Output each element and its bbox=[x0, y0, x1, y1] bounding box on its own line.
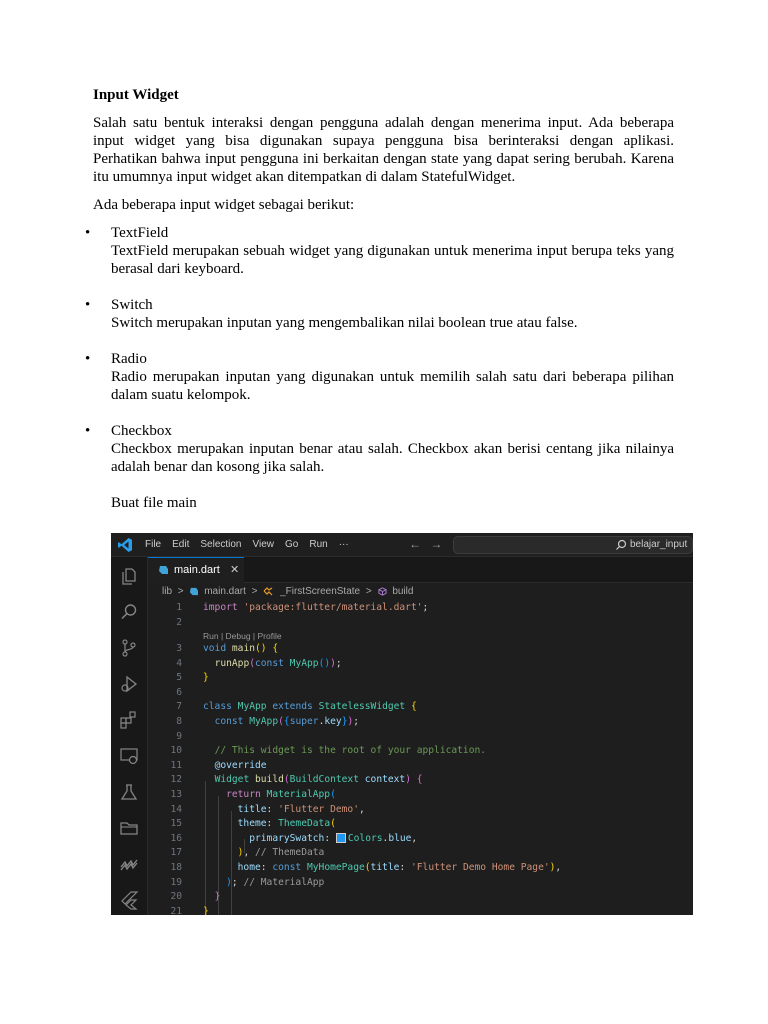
code-line: 15 theme: ThemeData( bbox=[170, 818, 336, 830]
item-title: Radio bbox=[111, 351, 147, 367]
code-line: 7 class MyApp extends StatelessWidget { bbox=[176, 701, 417, 713]
item-title: TextField bbox=[111, 225, 169, 241]
code-line: 21 } bbox=[170, 905, 209, 915]
search-icon[interactable] bbox=[119, 602, 139, 622]
code-line: 6 bbox=[176, 686, 182, 698]
menu-file[interactable]: File bbox=[145, 539, 162, 550]
bullet-icon: • bbox=[85, 225, 91, 241]
code-line: 1 import 'package:flutter/material.dart'; bbox=[176, 602, 429, 613]
page-heading: Input Widget bbox=[93, 87, 179, 103]
intro-paragraph: Salah satu bentuk interaksi dengan pengguna adalah dengan menerima input. Ada beberapa input widget yang bisa digunakan supaya pengguna bisa berinteraksi dengan aplikasi. Perhatikan bahwa input pengguna ini berkaitan dengan state yang dapat sering berubah. Karena itu umumnya input widget akan ditempatkan di dalam StatefulWidget. bbox=[93, 115, 674, 185]
list-item bbox=[85, 224, 674, 278]
title-bar bbox=[111, 533, 693, 557]
code-line: 18 home: const MyHomePage(title: 'Flutter Demo Home Page'), bbox=[170, 862, 562, 873]
remote-explorer-icon[interactable] bbox=[119, 746, 139, 766]
timeline-icon[interactable] bbox=[119, 854, 139, 874]
code-line: 4 runApp(const MyApp()); bbox=[176, 657, 342, 669]
code-line: 13 return MaterialApp( bbox=[170, 789, 336, 800]
bullet-icon: • bbox=[85, 351, 91, 367]
menu-more[interactable]: ··· bbox=[338, 539, 349, 550]
testing-icon[interactable] bbox=[119, 782, 139, 802]
codelens[interactable]: Run | Debug | Profile bbox=[203, 631, 282, 641]
item-description: Switch merupakan inputan yang mengembalikan nilai boolean true atau false. bbox=[111, 315, 578, 331]
close-icon[interactable]: ✕ bbox=[230, 564, 240, 576]
code-line: 11 @override bbox=[170, 759, 267, 771]
instruction-text: Buat file main bbox=[111, 495, 197, 511]
breadcrumb-class[interactable]: _FirstScreenState bbox=[280, 586, 361, 597]
chevron-right-icon: > bbox=[251, 586, 258, 597]
code-line: 5 } bbox=[176, 672, 209, 684]
editor-tabs bbox=[148, 557, 693, 583]
dart-file-icon bbox=[189, 587, 198, 596]
item-description: Radio merupakan inputan yang digunakan untuk memilih salah satu dari beberapa pilihan dalam suatu kelompok. bbox=[111, 369, 674, 403]
flutter-icon[interactable] bbox=[119, 890, 139, 910]
code-line: 9 bbox=[176, 730, 182, 742]
code-line: 12 Widget build(BuildContext context) { bbox=[170, 774, 423, 786]
list-intro: Ada beberapa input widget sebagai berikut: bbox=[93, 197, 355, 213]
tab-label: main.dart bbox=[174, 564, 220, 576]
list-item bbox=[85, 422, 674, 476]
vscode-screenshot bbox=[111, 533, 693, 915]
code-line: 8 const MyApp({super.key}); bbox=[176, 716, 360, 727]
back-arrow-icon[interactable]: ← bbox=[409, 537, 421, 551]
folder-icon[interactable] bbox=[119, 818, 139, 838]
breadcrumb-method[interactable]: build bbox=[392, 586, 414, 597]
menu-selection[interactable]: Selection bbox=[200, 539, 242, 550]
code-line: 19 ); // MaterialApp bbox=[170, 876, 325, 888]
run-debug-icon[interactable] bbox=[119, 674, 139, 694]
search-icon bbox=[615, 539, 627, 551]
chevron-right-icon: > bbox=[365, 586, 372, 597]
chevron-right-icon: > bbox=[177, 586, 184, 597]
activity-bar bbox=[111, 557, 148, 915]
list-item bbox=[85, 350, 674, 404]
item-description: Checkbox merupakan inputan benar atau salah. Checkbox akan berisi centang jika nilainya adalah benar dan kosong jika salah. bbox=[111, 441, 674, 475]
command-center-search[interactable] bbox=[453, 536, 693, 554]
widget-list bbox=[85, 224, 674, 476]
dart-file-icon bbox=[158, 565, 168, 575]
code-line: 3 void main() { bbox=[176, 643, 279, 654]
forward-arrow-icon[interactable]: → bbox=[430, 537, 443, 551]
menu-bar bbox=[145, 533, 360, 556]
code-line: 2 bbox=[176, 616, 182, 628]
extensions-icon[interactable] bbox=[119, 710, 139, 730]
document-page bbox=[85, 86, 674, 512]
code-line: 20 } bbox=[170, 891, 221, 903]
code-line: 16 primarySwatch: Colors.blue, bbox=[170, 832, 418, 844]
source-control-icon[interactable] bbox=[119, 638, 139, 658]
bullet-icon: • bbox=[85, 423, 91, 439]
menu-edit[interactable]: Edit bbox=[172, 539, 190, 550]
breadcrumb bbox=[162, 586, 416, 597]
vscode-logo-icon bbox=[117, 537, 133, 553]
color-swatch-icon[interactable] bbox=[336, 833, 346, 843]
breadcrumb-file[interactable]: main.dart bbox=[204, 586, 246, 597]
list-item bbox=[85, 296, 674, 332]
breadcrumb-lib[interactable]: lib bbox=[162, 586, 173, 597]
code-line: 14 title: 'Flutter Demo', bbox=[170, 803, 365, 815]
item-title: Checkbox bbox=[111, 423, 172, 439]
tab-main-dart[interactable] bbox=[148, 557, 244, 583]
explorer-icon[interactable] bbox=[119, 566, 139, 586]
workspace-name: belajar_input bbox=[630, 539, 688, 550]
class-symbol-icon bbox=[263, 587, 274, 596]
nav-arrows bbox=[409, 537, 448, 551]
menu-view[interactable]: View bbox=[252, 539, 274, 550]
item-description: TextField merupakan sebuah widget yang digunakan untuk menerima input berupa teks yang berasal dari keyboard. bbox=[111, 243, 674, 277]
item-title: Switch bbox=[111, 297, 153, 313]
code-line: 10 // This widget is the root of your application. bbox=[170, 745, 487, 757]
bullet-icon: • bbox=[85, 297, 91, 313]
menu-go[interactable]: Go bbox=[285, 539, 299, 550]
menu-run[interactable]: Run bbox=[309, 539, 328, 550]
code-line: 17 ), // ThemeData bbox=[170, 847, 325, 859]
method-symbol-icon bbox=[378, 587, 387, 596]
